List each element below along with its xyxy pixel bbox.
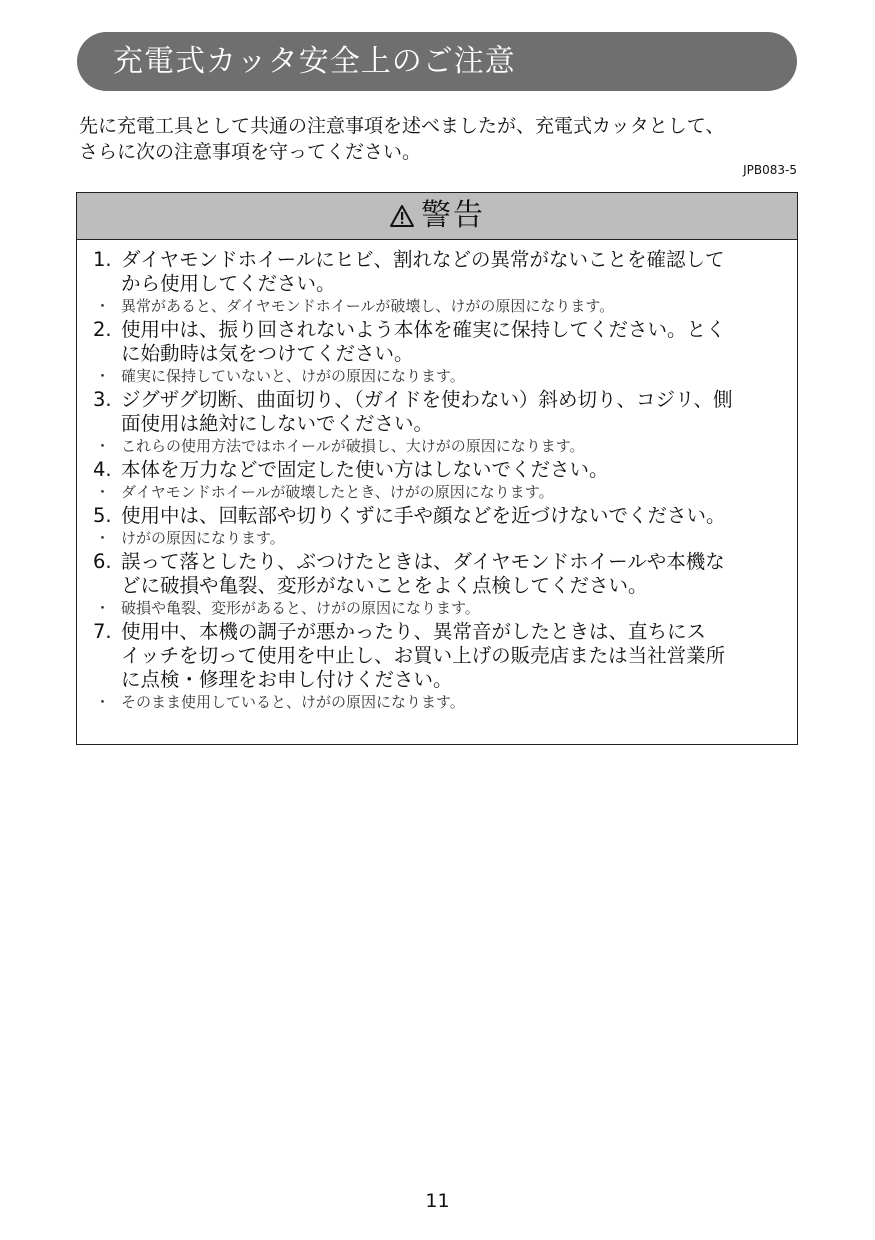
document-code: JPB083-5 — [743, 163, 797, 177]
page-number: 11 — [425, 1190, 450, 1212]
warning-title: 警告 — [421, 198, 485, 233]
item-line: 本体を万力などで固定した使い方はしないでください。 — [121, 458, 609, 481]
item-text — [121, 248, 779, 296]
item-line: 使用中、本機の調子が悪かったり、異常音がしたときは、直ちにス — [121, 620, 707, 643]
note-text: 破損や亀裂、変形があると、けがの原因になります。 — [121, 599, 480, 617]
note-bullet: ・ — [95, 367, 111, 385]
intro-line-2: さらに次の注意事項を守ってください。 — [79, 141, 422, 163]
item-number: 3. — [93, 388, 112, 411]
section-title-bar — [77, 32, 797, 91]
item-line: イッチを切って使用を中止し、お買い上げの販売店または当社営業所 — [121, 644, 726, 667]
warning-note-2 — [93, 366, 779, 386]
item-line: 面使用は絶対にしないでください。 — [121, 412, 434, 435]
warning-item-2 — [93, 318, 779, 366]
note-text: これらの使用方法ではホイールが破損し、大けがの原因になります。 — [121, 437, 585, 455]
intro-paragraph — [79, 113, 797, 165]
item-text — [121, 458, 779, 482]
note-bullet: ・ — [95, 599, 111, 617]
item-text — [121, 318, 779, 366]
note-text: 異常があると、ダイヤモンドホイールが破壊し、けがの原因になります。 — [121, 297, 615, 315]
note-bullet: ・ — [95, 297, 111, 315]
warning-item-6 — [93, 550, 779, 598]
warning-item-4 — [93, 458, 779, 482]
item-number: 1. — [93, 248, 112, 271]
warning-item-7 — [93, 620, 779, 692]
item-number: 6. — [93, 550, 112, 573]
item-line: ジグザグ切断、曲面切り、（ガイドを使わない）斜め切り、コジリ、側 — [121, 388, 733, 411]
note-bullet: ・ — [95, 693, 111, 711]
warning-note-5 — [93, 528, 779, 548]
item-text — [121, 504, 779, 528]
note-bullet: ・ — [95, 529, 111, 547]
warning-note-6 — [93, 598, 779, 618]
note-text: そのまま使用していると、けがの原因になります。 — [121, 693, 465, 711]
item-number: 2. — [93, 318, 112, 341]
item-text — [121, 620, 779, 692]
item-number: 5. — [93, 504, 112, 527]
item-number: 7. — [93, 620, 112, 643]
warning-note-3 — [93, 436, 779, 456]
item-line: 誤って落としたり、ぶつけたときは、ダイヤモンドホイールや本機な — [121, 550, 725, 573]
item-line: どに破損や亀裂、変形がないことをよく点検してください。 — [121, 574, 648, 597]
item-line: に点検・修理をお申し付けください。 — [121, 668, 453, 691]
item-text — [121, 550, 779, 598]
item-text — [121, 388, 779, 436]
intro-line-1: 先に充電工具として共通の注意事項を述べましたが、充電式カッタとして、 — [79, 115, 725, 137]
note-text: 確実に保持していないと、けがの原因になります。 — [121, 367, 465, 385]
warning-note-4 — [93, 482, 779, 502]
item-line: に始動時は気をつけてください。 — [121, 342, 414, 365]
item-number: 4. — [93, 458, 112, 481]
warning-item-1 — [93, 248, 779, 296]
warning-item-3 — [93, 388, 779, 436]
warning-box — [76, 192, 798, 745]
note-bullet: ・ — [95, 483, 111, 501]
warning-item-5 — [93, 504, 779, 528]
item-line: 使用中は、振り回されないよう本体を確実に保持してください。とく — [121, 318, 726, 341]
warning-header — [77, 193, 797, 240]
warning-triangle-icon — [389, 204, 415, 228]
item-line: ダイヤモンドホイールにヒビ、割れなどの異常がないことを確認して — [121, 248, 725, 271]
warning-note-7 — [93, 692, 779, 712]
note-bullet: ・ — [95, 437, 111, 455]
warning-list — [77, 240, 797, 712]
section-title: 充電式カッタ安全上のご注意 — [113, 43, 516, 79]
note-text: けがの原因になります。 — [121, 529, 285, 547]
item-line: から使用してください。 — [121, 272, 336, 295]
note-text: ダイヤモンドホイールが破壊したとき、けがの原因になります。 — [121, 483, 554, 501]
item-line: 使用中は、回転部や切りくずに手や顔などを近づけないでください。 — [121, 504, 726, 527]
warning-note-1 — [93, 296, 779, 316]
